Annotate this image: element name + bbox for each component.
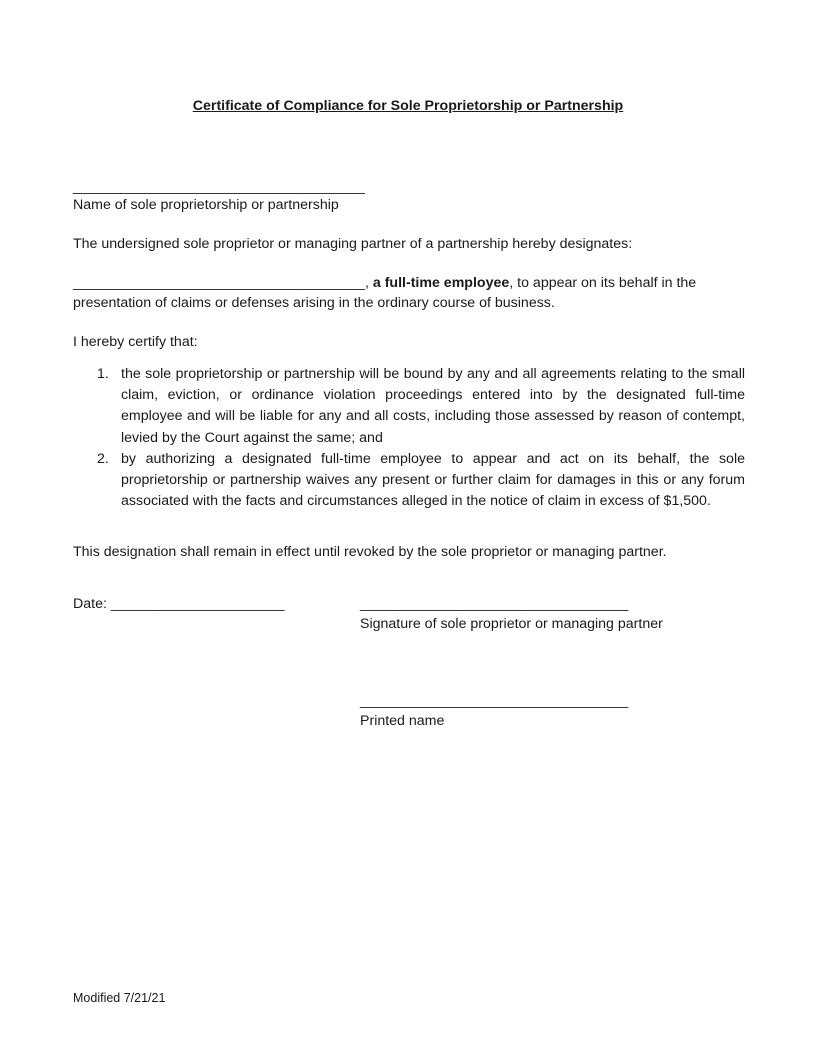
date-label: Date:	[73, 596, 111, 612]
page-title: Certificate of Compliance for Sole Proprietorship or Partnership	[192, 98, 624, 114]
certification-text: by authorizing a designated full-time employee to appear and act on its behalf, the sole proprietorship or partnership waives any present or further claim for damages in this or any forum associated with the facts and circumstances alleged in the notice of claim in excess of $1,500.	[121, 450, 745, 510]
designee-comma: ,	[364, 275, 369, 291]
designee-blank-line[interactable]: _____________________________________	[73, 275, 365, 291]
signature-label: Signature of sole proprietor or managing partner	[360, 616, 663, 632]
designation-intro: The undersigned sole proprietor or managing partner of a partnership hereby designates:	[73, 236, 633, 252]
printed-name-blank-line[interactable]: __________________________________	[360, 693, 629, 709]
name-field-label: Name of sole proprietorship or partnership	[73, 197, 339, 213]
printed-name-label: Printed name	[360, 713, 445, 729]
date-field	[73, 594, 284, 615]
certification-text: the sole proprietorship or partnership will be bound by any and all agreements relating to the small claim, eviction, or ordinance violation proceedings entered into by the designated full-time employee and will be liable for any and all costs, including those assessed by reason of contempt, levied by the Court against the same; and	[121, 366, 745, 446]
full-time-employee-text: a full-time employee	[372, 275, 510, 291]
effect-statement: This designation shall remain in effect until revoked by the sole proprietor or managing partner.	[73, 544, 667, 560]
designee-line-2: presentation of claims or defenses arising in the ordinary course of business.	[73, 295, 555, 311]
certification-list	[73, 364, 745, 512]
certification-item-2	[73, 449, 745, 513]
modified-date-footer: Modified 7/21/21	[73, 991, 166, 1005]
date-blank-line[interactable]: ______________________	[110, 596, 285, 612]
certification-number: 2.	[97, 450, 109, 467]
certify-intro: I hereby certify that:	[73, 334, 198, 350]
designee-rest-line-1: , to appear on its behalf in the	[509, 275, 697, 291]
designee-line-1	[73, 273, 696, 294]
certification-item-1	[73, 364, 745, 449]
signature-blank-line[interactable]: __________________________________	[360, 596, 629, 612]
certification-number: 1.	[97, 366, 109, 382]
name-blank-line[interactable]: _____________________________________	[73, 179, 365, 195]
